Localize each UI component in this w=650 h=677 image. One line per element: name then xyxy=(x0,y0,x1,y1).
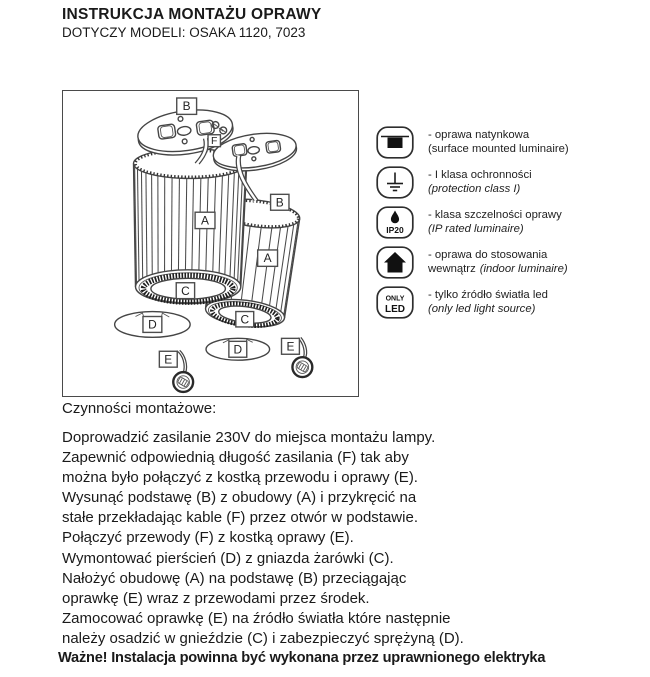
legend-row-indoor xyxy=(376,246,606,279)
part-label-left-holder: E xyxy=(164,352,173,367)
instruction-line: Połączyć przewody (F) z kostką oprawy (E). xyxy=(62,529,354,547)
legend-label-pl: - tylko źródło światła led xyxy=(428,289,548,301)
instructions-body xyxy=(62,428,464,649)
legend-row-only-led xyxy=(376,286,606,319)
ip-rated-icon xyxy=(376,206,414,239)
legend-label-en: (protection class I) xyxy=(428,183,521,196)
legend-row-protection-class xyxy=(376,166,606,199)
indoor-luminaire-icon xyxy=(376,246,414,279)
instructions-heading: Czynności montażowe: xyxy=(62,400,217,417)
legend-label-pl: - oprawa do stosowania xyxy=(428,249,548,261)
part-label-right-ring: D xyxy=(233,342,243,357)
part-label-right-socket: C xyxy=(240,312,250,327)
part-label-right-holder: E xyxy=(286,339,295,354)
part-label-left-plate: B xyxy=(182,99,191,114)
instruction-line: Zapewnić odpowiednią długość zasilania (F) tak aby xyxy=(62,449,409,467)
instruction-line: Zamocować oprawkę (E) na źródło światła które następnie xyxy=(62,609,451,627)
electrician-warning: Ważne! Instalacja powinna być wykonana przez uprawnionego elektryka xyxy=(58,650,546,666)
part-label-left-housing: A xyxy=(201,213,210,228)
left-lamp-housing xyxy=(134,149,247,304)
legend-label-en: (IP rated luminaire) xyxy=(428,223,524,236)
surface-mounted-icon xyxy=(376,126,414,159)
only-led-icon xyxy=(376,286,414,319)
legend-label-pl: - klasa szczelności oprawy xyxy=(428,209,562,221)
legend-row-ip-rated xyxy=(376,206,606,239)
part-label-right-housing: A xyxy=(263,251,272,266)
part-label-left-cable: F xyxy=(210,136,218,148)
ip20-text: IP20 xyxy=(386,225,404,235)
legend-label-en: (indoor luminaire) xyxy=(479,263,568,276)
lamp-exploded-drawing xyxy=(63,91,358,396)
legend-label-en: (surface mounted luminaire) xyxy=(428,143,569,156)
legend-row-surface-mounted xyxy=(376,126,606,159)
model-subtitle: DOTYCZY MODELI: OSAKA 1120, 7023 xyxy=(62,25,306,40)
part-label-left-ring: D xyxy=(148,317,157,332)
symbol-legend xyxy=(376,126,606,326)
instruction-line: stałe przekładając kable (F) przez otwór w podstawie. xyxy=(62,509,418,527)
legend-label-en: (only led light source) xyxy=(428,303,536,316)
legend-label-pl: - I klasa ochronności xyxy=(428,169,532,181)
legend-label-pl: - oprawa natynkowa xyxy=(428,129,530,141)
instruction-line: Wysunąć podstawę (B) z obudowy (A) i przykręcić na xyxy=(62,489,417,507)
legend-label-pl2: wewnątrz xyxy=(428,263,476,276)
only-text: ONLY xyxy=(385,295,405,303)
page-title: INSTRUKCJA MONTAŻU OPRAWY xyxy=(62,6,322,23)
instruction-line: Doprowadzić zasilanie 230V do miejsca montażu lampy. xyxy=(62,429,436,446)
led-text: LED xyxy=(385,304,405,315)
protection-class-icon xyxy=(376,166,414,199)
instruction-line: można było połączyć z kostką przewodu i oprawy (E). xyxy=(62,469,418,487)
instruction-line: Nałożyć obudowę (A) na podstawę (B) przeciągając xyxy=(62,569,407,587)
part-label-left-socket: C xyxy=(181,283,190,298)
instruction-line: Wymontować pierścień (D) z gniazda żarówki (C). xyxy=(62,549,394,567)
instruction-line: należy osadzić w gnieździe (C) i zabezpieczyć sprężyną (D). xyxy=(62,629,464,647)
instruction-line: oprawkę (E) wraz z przewodami przez środek. xyxy=(62,589,370,607)
assembly-diagram xyxy=(62,90,359,397)
part-label-right-plate: B xyxy=(275,195,284,210)
